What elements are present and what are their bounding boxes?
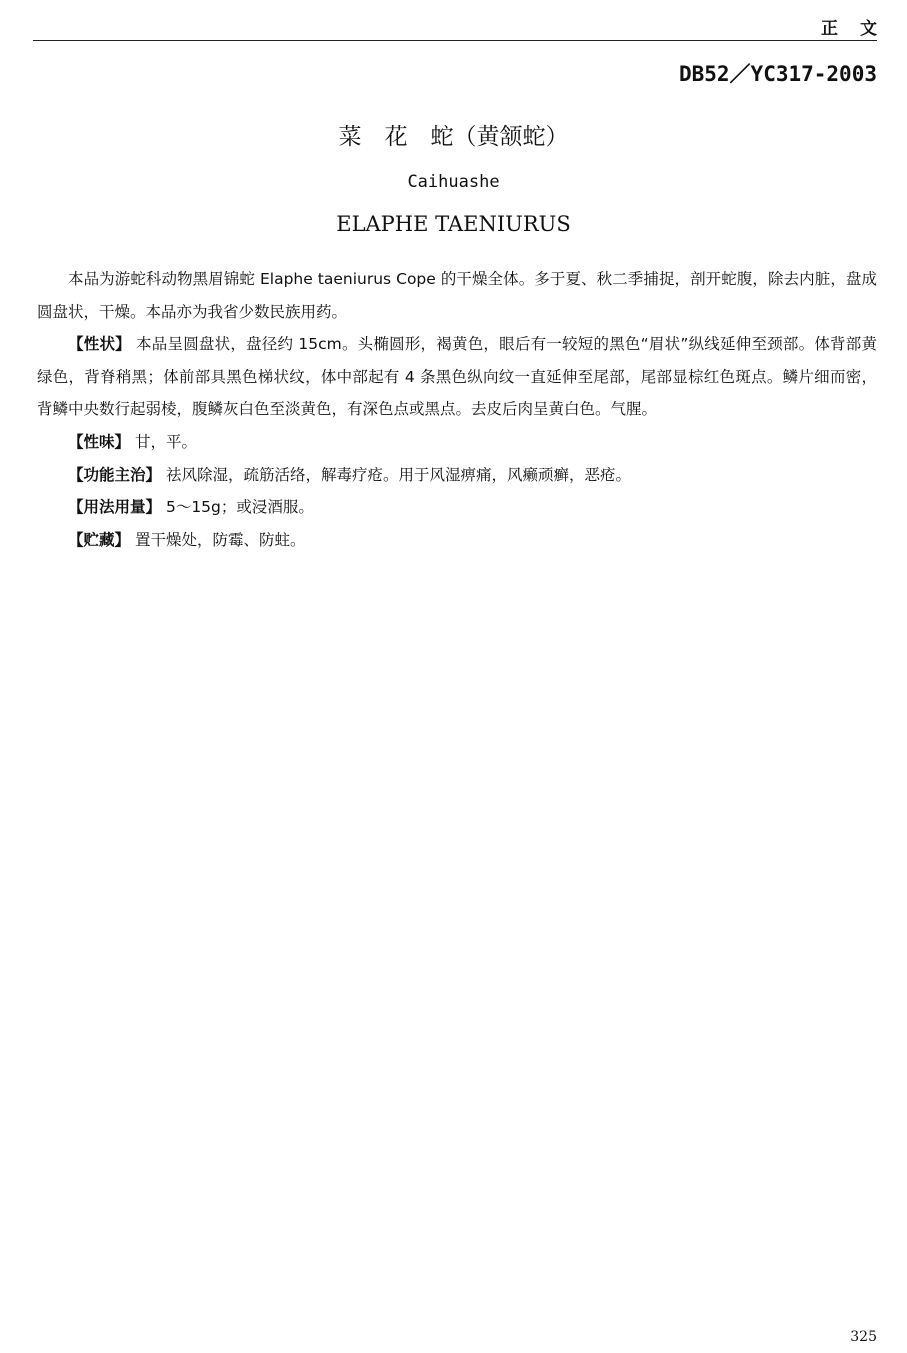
running-header-label: 正文 — [821, 19, 899, 39]
monograph-body — [37, 263, 877, 556]
section-text: 甘，平。 — [134, 432, 197, 451]
section-taste — [37, 426, 877, 459]
section-text: 置干燥处，防霉、防蛀。 — [134, 530, 306, 549]
section-label: 【功能主治】 — [68, 465, 162, 484]
section-description — [37, 328, 877, 426]
page-number: 325 — [850, 1329, 877, 1345]
section-text: 5～15g；或浸酒服。 — [165, 498, 314, 517]
header-rule — [33, 40, 877, 41]
section-storage — [37, 524, 877, 557]
section-label: 【性味】 — [68, 432, 131, 451]
section-dosage — [37, 491, 877, 524]
section-label: 【性状】 — [68, 335, 131, 354]
section-functions — [37, 459, 877, 492]
section-label: 【贮藏】 — [68, 530, 131, 549]
section-label: 【用法用量】 — [68, 498, 162, 517]
section-text: 本品呈圆盘状，盘径约 15cm。头椭圆形，褐黄色，眼后有一较短的黑色“眉状”纵线延伸至颈部。体背部黄绿色，背脊稍黑；体前部具黑色梯状纹，体中部起有 4 条黑色纵向纹一直延伸至尾部，尾部显棕红色斑点。鳞片细而密，背鳞中央数行起弱棱，腹鳞灰白色至淡黄色，有深色点或黑点。去皮后肉呈黄白色。气腥。 — [37, 335, 877, 419]
standard-code: DB52／YC317-2003 — [678, 62, 877, 86]
section-text: 祛风除湿，疏筋活络，解毒疗疮。用于风湿痹痛，风癞顽癣，恶疮。 — [165, 465, 631, 484]
pinyin-name: Caihuashe — [407, 172, 500, 192]
intro-paragraph: 本品为游蛇科动物黑眉锦蛇 Elaphe taeniurus Cope 的干燥全体。多于夏、秋二季捕捉，剖开蛇腹，除去内脏，盘成圆盘状，干燥。本品亦为我省少数民族用药。 — [37, 270, 877, 321]
page-title: 菜 花 蛇（黄颔蛇） — [338, 124, 569, 150]
latin-name: ELAPHE TAENIURUS — [336, 212, 571, 236]
